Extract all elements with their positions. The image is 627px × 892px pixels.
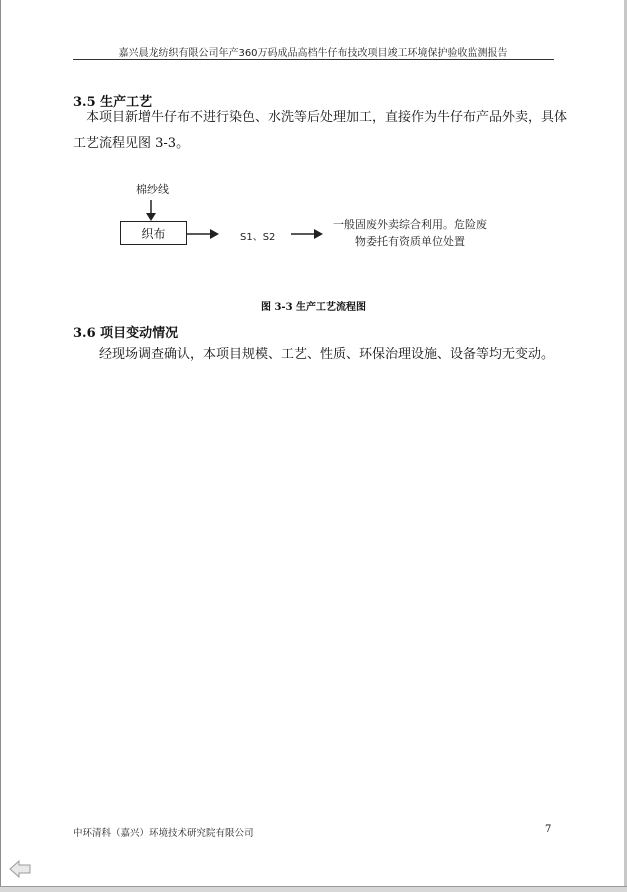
section-3-5-body-line1: 本项目新增牛仔布不进行染色、水洗等后处理加工，直接作为牛仔布产品外卖，具体 — [86, 110, 568, 125]
page-number: 7 — [545, 824, 552, 835]
flow-output-label: S1、S2 — [240, 232, 276, 243]
section-3-6-body: 经现场调查确认，本项目规模、工艺、性质、环保治理设施、设备等均无变动。 — [99, 347, 555, 362]
section-3-5-heading: 3.5 生产工艺 — [73, 95, 153, 110]
process-arrow-head — [210, 229, 219, 239]
flow-note-line2: 物委托有资质单位处置 — [355, 235, 465, 248]
report-header-title: 嘉兴晨龙纺织有限公司年产360万码成品高档牛仔布技改项目竣工环境保护验收监测报告 — [118, 48, 508, 59]
header-rule — [73, 59, 554, 60]
left-arrow-icon[interactable] — [9, 860, 31, 878]
footer-organization: 中环清科（嘉兴）环境技术研究院有限公司 — [73, 828, 254, 839]
page-frame-bottom — [0, 886, 627, 892]
process-box-weaving: 织布 — [120, 221, 187, 245]
section-3-6-heading: 3.6 项目变动情况 — [73, 326, 179, 341]
output-arrow-head — [314, 229, 323, 239]
input-arrow-head — [146, 213, 156, 221]
flow-input-label: 棉纱线 — [136, 183, 169, 196]
section-3-5-body-line2: 工艺流程见图 3-3。 — [73, 136, 190, 151]
figure-caption: 图 3-3 生产工艺流程图 — [260, 302, 367, 313]
page-frame-left — [0, 0, 1, 892]
flow-note-line1: 一般固废外卖综合利用。危险废 — [333, 218, 487, 231]
